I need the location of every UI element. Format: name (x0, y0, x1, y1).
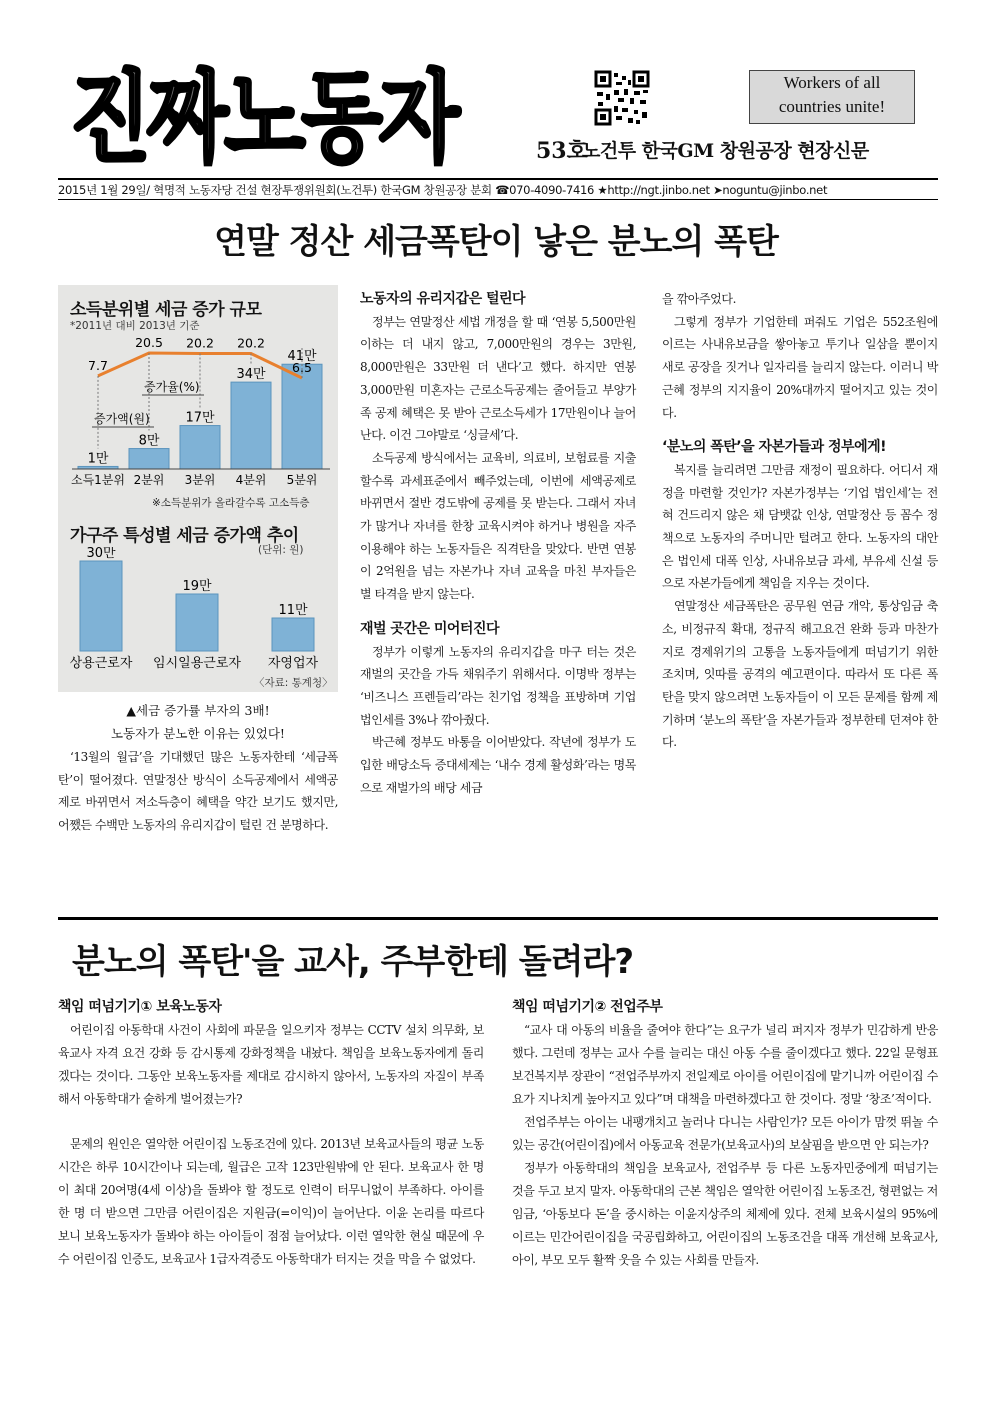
paragraph: 정부가 아동학대의 책임을 보육교사, 전업주부 등 다른 노동자민중에게 떠넘기는 것을 두고 보지 말자. 아동학대의 근본 책임은 열악한 어린이집 노동조건, 형편없는 저임금, ‘아동보다 돈’을 중시하는 이윤지상주의 체제에 있다. 전체 보육시설의 95%에 이르는 민간어린이집을 국공립화하고, 어린이집의 노동조건을 대폭 개선해 보육교사, 아이, 부모 모두 활짝 웃을 수 있는 사회를 만들자. (512, 1161, 938, 1267)
paragraph: “교사 대 아동의 비율을 줄여야 한다”는 요구가 널리 퍼지자 정부가 민감하게 반응했다. 그런데 정부는 교사 수를 늘리는 대신 아동 수를 줄이겠다고 했다. 22일 문형표 보건복지부 장관이 “전업주부까지 전일제로 아이를 어린이집에 맡기니까 어린이집 수요가 지나치게 높아지고 있다”며 대책을 마련하겠다고 한 것이다. 정말 ‘창조’적이다. (512, 1023, 938, 1106)
subheading-anger-bomb: ‘분노의 폭탄’을 자본가들과 정부에게! (662, 439, 887, 456)
chart-1-category-label: 4분위 (235, 473, 267, 487)
subheading-chaebol: 재벌 곳간은 미어터진다 (360, 620, 499, 637)
chart-1-rate-label: 20.2 (186, 335, 214, 351)
article-1-column-2 (360, 288, 636, 799)
chart-1-category-label: 5분위 (286, 473, 318, 487)
article-1-column-3 (662, 288, 938, 754)
chart-1-bar-label: 41만 (287, 349, 317, 365)
chart-1-category-label: 3분위 (184, 473, 216, 487)
subheading-housewives: 책임 떠넘기기② 전업주부 (512, 999, 663, 1015)
paragraph: 을 깎아주었다. (662, 292, 736, 306)
chart-2-bar-label: 30만 (86, 547, 116, 561)
chart-1-category-label: 2분위 (133, 473, 165, 487)
paragraph: 박근혜 정부도 바통을 이어받았다. 작년에 정부가 도입한 배당소득 증대세제는 ‘내수 경제 활성화’라는 명목으로 재벌가의 배당 세금 (360, 735, 636, 795)
chart-1-title: 소득분위별 세금 증가 규모 (70, 300, 262, 320)
paragraph: 복지를 늘리려면 그만큼 재정이 필요하다. 어디서 재정을 마련할 것인가? 자본가정부는 ‘기업 법인세’는 전혀 건드리지 않은 채 담뱃값 인상, 연말정산 등 꼼수 정책으로 노동자의 주머니만 털려고 한다. 노동자의 대안은 법인세 대폭 인상, 사내유보금 과세, 부유세 신설 등으로 자본가들에게 책임을 지우는 것이다. (662, 462, 938, 591)
paragraph: 문제의 원인은 열악한 어린이집 노동조건에 있다. 2013년 보육교사들의 평균 노동시간은 하루 10시간이나 되는데, 월급은 고작 123만원밖에 안 된다. 보육교사 한 명이 최대 20여명(4세 이상)을 돌봐야 할 정도로 인력이 터무니없이 부족하다. 아이를 한 명 더 받으면 그만큼 어린이집은 지원금(=이익)이 늘어난다. 이윤 논리를 따르다 보니 보육노동자가 돌봐야 하는 아이들이 점점 늘어났다. 이런 열악한 현실 때문에 우수 어린이집 인증도, 보육교사 1급자격증도 아동학대가 터지는 것을 막을 수 없었다. (58, 1137, 484, 1266)
paragraph: 연말정산 세금폭탄은 공무원 연금 개악, 통상임금 축소, 비정규직 확대, 정규직 해고요건 완화 등과 마찬가지로 경제위기의 고통을 노동자들에게 떠넘기기 위한 조치며, 잇따를 공격의 예고편이다. 따라서 또 다른 폭탄을 맞지 않으려면 노동자들이 이 모든 문제를 함께 제기하며 ‘분노의 폭탄’을 자본가들과 정부한테 던져야 한다. (662, 599, 938, 750)
motto-line-2: countries unite! (778, 97, 886, 116)
infographic-caption (58, 700, 338, 745)
article-1-column-1 (58, 746, 338, 837)
chart-2-bar (80, 561, 122, 651)
chart-1-bar (180, 426, 220, 469)
chart-1-rate-label: 20.2 (237, 335, 265, 351)
article-1-headline: 연말 정산 세금폭탄이 낳은 분노의 폭탄 (214, 222, 778, 262)
chart-1-category-label: 소득1분위 (70, 473, 126, 487)
chart-2-source: 〈자료: 통계청〉 (254, 677, 333, 689)
chart-2-bar (176, 594, 218, 651)
caption-line-1: ▲세금 증가률 부자의 3배! (126, 703, 270, 718)
chart-1-note: ※소득분위가 올라갈수록 고소득층 (152, 497, 310, 509)
masthead-divider (58, 178, 938, 180)
chart-2-category-label: 상용근로자 (69, 656, 133, 671)
article-2-headline: 분노의 폭탄'을 교사, 주부한테 돌려라? (72, 942, 634, 982)
issue-number: 53호 (536, 138, 588, 164)
paragraph: ‘13월의 월급’을 기대했던 많은 노동자한테 ‘세금폭탄’이 떨어졌다. 연말정산 방식이 소득공제에서 세액공제로 바뀌면서 저소득층이 혜택을 약간 보기도 했지만, 어쨌든 수백만 노동자의 유리지갑이 털린 건 분명하다. (58, 750, 338, 833)
chart-1-bar-label: 34만 (236, 367, 266, 383)
info-divider (58, 199, 938, 200)
newspaper-title: 진짜노동자 (70, 59, 456, 176)
chart-1-rate-label: 7.7 (88, 357, 108, 373)
article-2-column-1 (58, 996, 484, 1271)
publication-info: 2015년 1월 29일/ 혁명적 노동자당 건설 현장투쟁위원회(노건투) 한국GM 창원공장 분회 ☎070-4090-7416 ★http://ngt.jinbo.net ➤noguntu@jinbo.net (58, 183, 828, 197)
chart-2-category-label: 자영업자 (267, 656, 319, 671)
chart-1-subtitle: *2011년 대비 2013년 기준 (70, 320, 200, 332)
paragraph: 정부는 연말정산 세법 개정을 할 때 ‘연봉 5,500만원 이하는 더 내지 않고, 7,000만원의 경우는 3만원, 8,000만원은 33만원 더 낸다’고 했다. 하지만 연봉 3,000만원 미혼자는 근로소득공제는 줄어들고 부양가족 공제 혜택은 못 받아 근로소득세가 17만원이나 늘어난다. 이건 그야말로 ‘싱글세’다. (360, 314, 636, 443)
chart-2-bar (272, 618, 314, 651)
motto-line-1: Workers of all (783, 73, 881, 92)
chart-1-rate-label: 6.5 (292, 360, 312, 375)
chart-1-amount-series-label: 증가액(원) (94, 412, 150, 426)
chart-2-bar-label: 19만 (182, 579, 212, 594)
chart-2-title: 가구주 특성별 세금 증가액 추이 (70, 526, 299, 546)
paragraph: 어린이집 아동학대 사건이 사회에 파문을 일으키자 정부는 CCTV 설치 의무화, 보육교사 자격 요건 강화 등 감시통제 강화정책을 내놨다. 책임을 보육노동자에게 돌리겠다는 것이다. 그동안 보육노동자를 제대로 감시하지 않아서, 노동자의 자질이 부족해서 아동학대가 숱하게 벌어졌는가? (58, 1023, 484, 1106)
motto-box (749, 70, 915, 124)
article-2-column-2 (512, 996, 938, 1272)
chart-1-bar-label: 1만 (87, 451, 109, 467)
chart-2-svg (58, 547, 338, 677)
tax-infographic (58, 285, 338, 692)
paragraph: 전업주부는 아이는 내팽개치고 놀러나 다니는 사람인가? 모든 아이가 맘껏 뛰놀 수 있는 공간(어린이집)에서 아동교육 전문가(보육교사)의 보살핌을 받으면 안 되는가? (512, 1115, 938, 1152)
qr-code-icon (594, 70, 650, 126)
chart-1-bar (282, 364, 322, 469)
paragraph: 그렇게 정부가 기업한테 퍼줘도 기업은 552조원에 이르는 사내유보금을 쌓아놓고 투기나 일삼을 뿐이지 새로 공장을 짓거나 일자리를 늘리지 않는다. 이러니 박근혜 정부의 지지율이 20%대까지 떨어지고 있는 것이다. (662, 314, 938, 420)
chart-1-bar-label: 8만 (138, 433, 160, 449)
chart-1-bar (231, 382, 271, 469)
chart-2-category-label: 임시일용근로자 (153, 656, 241, 671)
caption-line-2: 노동자가 분노한 이유는 있었다! (111, 725, 285, 741)
paragraph: 정부가 이렇게 노동자의 유리지갑을 마구 터는 것은 재벌의 곳간을 가득 채워주기 위해서다. 이명박 정부는 ‘비즈니스 프렌들리’라는 친기업 정책을 표방하며 기업 법인세를 3%나 깎아줬다. (360, 644, 636, 727)
section-divider (58, 917, 938, 920)
chart-1-rate-series-label: 증가율(%) (144, 380, 200, 394)
chart-2-bar-label: 11만 (278, 603, 308, 618)
chart-2-unit: (단위: 원) (258, 544, 304, 556)
chart-1-svg (58, 333, 338, 498)
paper-subtitle: 노건투 한국GM 창원공장 현장신문 (582, 140, 869, 162)
paragraph: 소득공제 방식에서는 교육비, 의료비, 보험료를 지출할수록 과세표준에서 빼주었는데, 이번에 세액공제로 바뀌면서 절반 경도밖에 공제를 못 받는다. 그래서 자녀가 많거나 자녀를 한창 교육시켜야 하거나 병원을 자주 이용해야 하는 노동자들은 직격탄을 맞았다. 반면 연봉이 2억원을 넘는 자본가나 자녀 교육을 마친 부자들은 별 타격을 받지 않는다. (360, 450, 636, 602)
subheading-glass-wallet: 노동자의 유리지갑은 털린다 (360, 291, 526, 307)
chart-1-bar (129, 449, 169, 469)
chart-1-rate-label: 20.5 (135, 335, 163, 350)
subheading-childcare-workers: 책임 떠넘기기① 보육노동자 (58, 999, 222, 1015)
chart-1-bar-label: 17만 (185, 410, 215, 426)
